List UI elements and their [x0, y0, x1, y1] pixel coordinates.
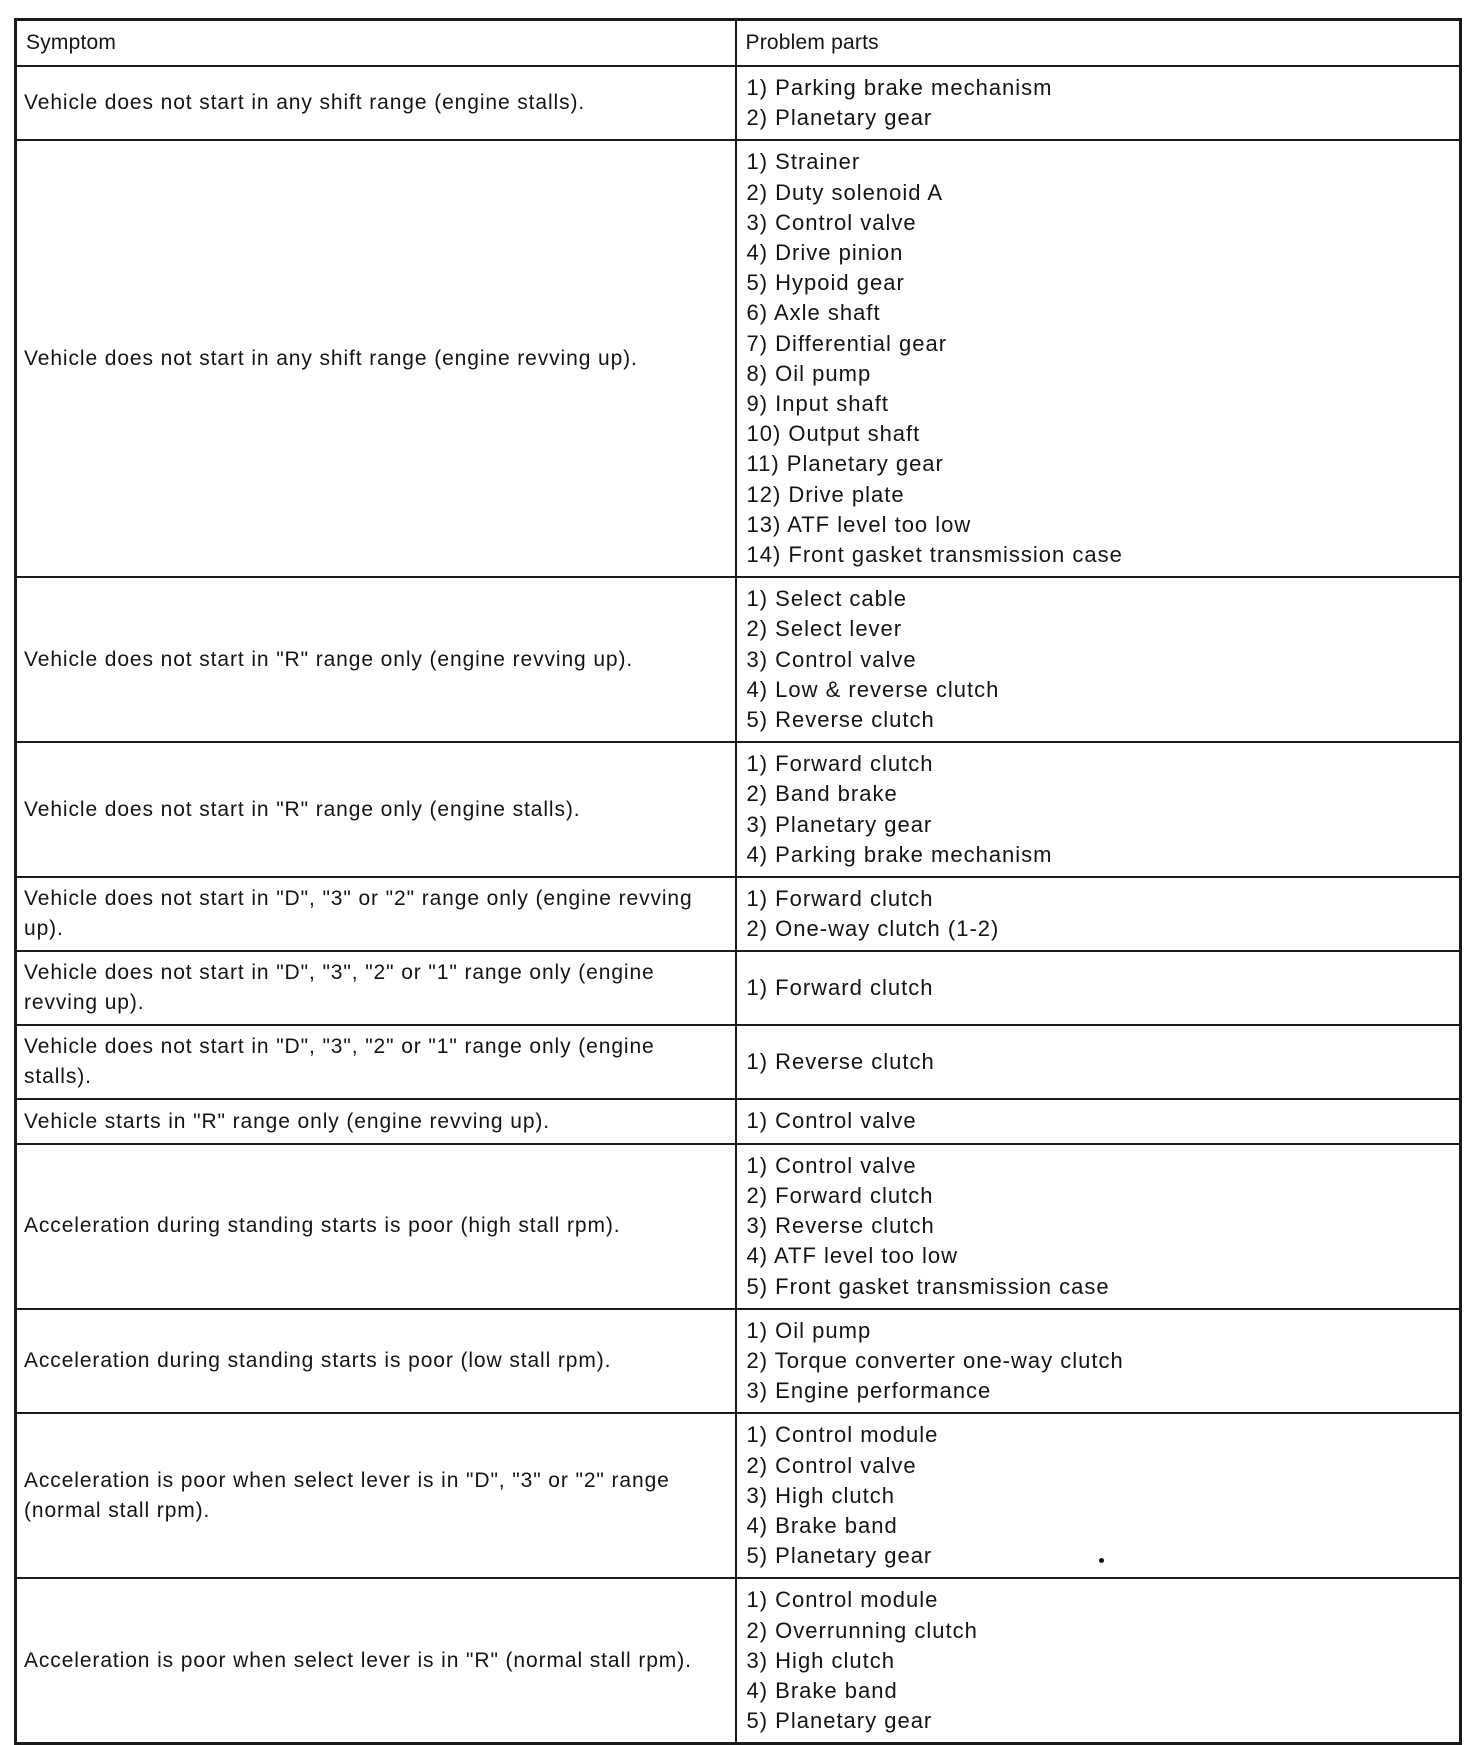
problem-part-item: 2) Select lever	[746, 616, 903, 642]
problem-parts-cell	[736, 140, 1461, 577]
document-page	[14, 18, 1459, 1745]
problem-parts-cell	[736, 66, 1461, 140]
problem-parts-list	[747, 749, 1452, 870]
symptom-cell: Vehicle does not start in "R" range only (engine stalls).	[16, 742, 736, 877]
problem-part-item: 1) Select cable	[746, 586, 908, 612]
problem-part-item: 1) Control module	[746, 1587, 939, 1613]
table-row	[16, 1309, 1461, 1414]
problem-parts-cell	[736, 1144, 1461, 1309]
scan-speck	[1099, 1558, 1104, 1563]
problem-part-item: 2) Duty solenoid A	[746, 179, 944, 205]
problem-part-item: 4) Parking brake mechanism	[746, 841, 1053, 867]
problem-part-item: 8) Oil pump	[746, 360, 872, 386]
problem-parts-cell	[736, 742, 1461, 877]
problem-parts-list	[747, 1106, 1452, 1136]
table-row	[16, 66, 1461, 140]
problem-parts-list	[747, 584, 1452, 735]
problem-parts-column-header: Problem parts	[736, 20, 1461, 67]
problem-part-item: 2) Overrunning clutch	[746, 1617, 978, 1643]
symptom-cell: Acceleration is poor when select lever is in "D", "3" or "2" range (normal stall rpm).	[16, 1413, 736, 1578]
problem-part-item: 3) Reverse clutch	[746, 1213, 935, 1239]
problem-part-item: 2) One-way clutch (1-2)	[746, 916, 1000, 942]
problem-part-item: 13) ATF level too low	[746, 511, 972, 537]
problem-part-item: 6) Axle shaft	[746, 300, 881, 326]
table-row	[16, 1578, 1461, 1744]
problem-parts-cell	[736, 577, 1461, 742]
problem-part-item: 2) Planetary gear	[746, 105, 933, 131]
symptom-cell: Vehicle does not start in "R" range only (engine revving up).	[16, 577, 736, 742]
symptom-cell: Vehicle does not start in "D", "3" or "2" range only (engine revving up).	[16, 877, 736, 951]
table-row	[16, 951, 1461, 1025]
problem-parts-cell	[736, 951, 1461, 1025]
table-header-row	[16, 20, 1461, 67]
problem-parts-list	[747, 1151, 1452, 1302]
problem-part-item: 14) Front gasket transmission case	[746, 542, 1123, 568]
table-row	[16, 877, 1461, 951]
problem-part-item: 5) Reverse clutch	[746, 707, 935, 733]
table-row	[16, 140, 1461, 577]
problem-parts-cell	[736, 1309, 1461, 1414]
problem-parts-cell	[736, 1099, 1461, 1143]
problem-part-item: 3) High clutch	[746, 1482, 896, 1508]
problem-part-item: 4) Brake band	[746, 1677, 898, 1703]
problem-part-item: 4) Drive pinion	[746, 240, 904, 266]
problem-part-item: 1) Control module	[746, 1422, 939, 1448]
problem-part-item: 12) Drive plate	[746, 481, 905, 507]
symptom-cell: Vehicle does not start in any shift range (engine stalls).	[16, 66, 736, 140]
problem-part-item: 1) Control valve	[746, 1108, 917, 1134]
problem-parts-cell	[736, 1578, 1461, 1744]
problem-part-item: 1) Control valve	[746, 1152, 917, 1178]
problem-part-item: 7) Differential gear	[746, 330, 948, 356]
troubleshooting-table	[14, 18, 1462, 1745]
problem-part-item: 5) Planetary gear	[746, 1543, 933, 1569]
symptom-cell: Vehicle does not start in any shift range (engine revving up).	[16, 140, 736, 577]
problem-part-item: 9) Input shaft	[746, 391, 889, 417]
symptom-cell: Vehicle does not start in "D", "3", "2" or "1" range only (engine stalls).	[16, 1025, 736, 1099]
problem-parts-list	[747, 1316, 1452, 1407]
problem-parts-list	[747, 1047, 1452, 1077]
problem-parts-list	[747, 884, 1452, 944]
problem-parts-cell	[736, 877, 1461, 951]
problem-part-item: 2) Forward clutch	[746, 1182, 934, 1208]
table-row	[16, 1144, 1461, 1309]
problem-part-item: 5) Hypoid gear	[746, 270, 905, 296]
problem-part-item: 3) Control valve	[746, 646, 917, 672]
problem-part-item: 3) Control valve	[746, 209, 917, 235]
problem-part-item: 1) Forward clutch	[746, 751, 934, 777]
symptom-cell: Acceleration is poor when select lever is in "R" (normal stall rpm).	[16, 1578, 736, 1744]
table-row	[16, 742, 1461, 877]
symptom-cell: Vehicle starts in "R" range only (engine revving up).	[16, 1099, 736, 1143]
problem-part-item: 1) Reverse clutch	[746, 1049, 935, 1075]
problem-part-item: 2) Torque converter one-way clutch	[746, 1347, 1124, 1373]
problem-part-item: 4) Brake band	[746, 1512, 898, 1538]
problem-part-item: 1) Parking brake mechanism	[746, 75, 1053, 100]
problem-parts-list	[747, 1420, 1452, 1571]
problem-part-item: 4) Low & reverse clutch	[746, 676, 1000, 702]
problem-parts-list	[747, 147, 1452, 570]
problem-parts-cell	[736, 1025, 1461, 1099]
problem-parts-list	[747, 973, 1452, 1003]
problem-part-item: 10) Output shaft	[746, 421, 921, 447]
symptom-cell: Acceleration during standing starts is poor (low stall rpm).	[16, 1309, 736, 1414]
problem-part-item: 3) Planetary gear	[746, 811, 933, 837]
symptom-cell: Vehicle does not start in "D", "3", "2" or "1" range only (engine revving up).	[16, 951, 736, 1025]
symptom-cell: Acceleration during standing starts is poor (high stall rpm).	[16, 1144, 736, 1309]
problem-part-item: 5) Front gasket transmission case	[746, 1273, 1110, 1299]
problem-part-item: 1) Strainer	[746, 149, 861, 175]
problem-part-item: 4) ATF level too low	[746, 1243, 959, 1269]
problem-part-item: 3) High clutch	[746, 1647, 896, 1673]
table-row	[16, 1025, 1461, 1099]
problem-part-item: 2) Band brake	[746, 781, 898, 807]
problem-parts-list	[747, 73, 1452, 133]
problem-part-item: 5) Planetary gear	[746, 1708, 933, 1734]
problem-part-item: 1) Forward clutch	[746, 975, 934, 1001]
problem-part-item: 1) Oil pump	[746, 1317, 872, 1343]
problem-part-item: 1) Forward clutch	[746, 886, 934, 912]
problem-part-item: 11) Planetary gear	[746, 451, 944, 477]
table-row	[16, 1099, 1461, 1143]
problem-part-item: 2) Control valve	[746, 1452, 917, 1478]
table-body	[16, 66, 1461, 1744]
problem-parts-list	[747, 1585, 1452, 1736]
table-row	[16, 577, 1461, 742]
table-row	[16, 1413, 1461, 1578]
problem-parts-cell	[736, 1413, 1461, 1578]
problem-part-item: 3) Engine performance	[746, 1378, 992, 1404]
symptom-column-header: Symptom	[16, 20, 736, 67]
